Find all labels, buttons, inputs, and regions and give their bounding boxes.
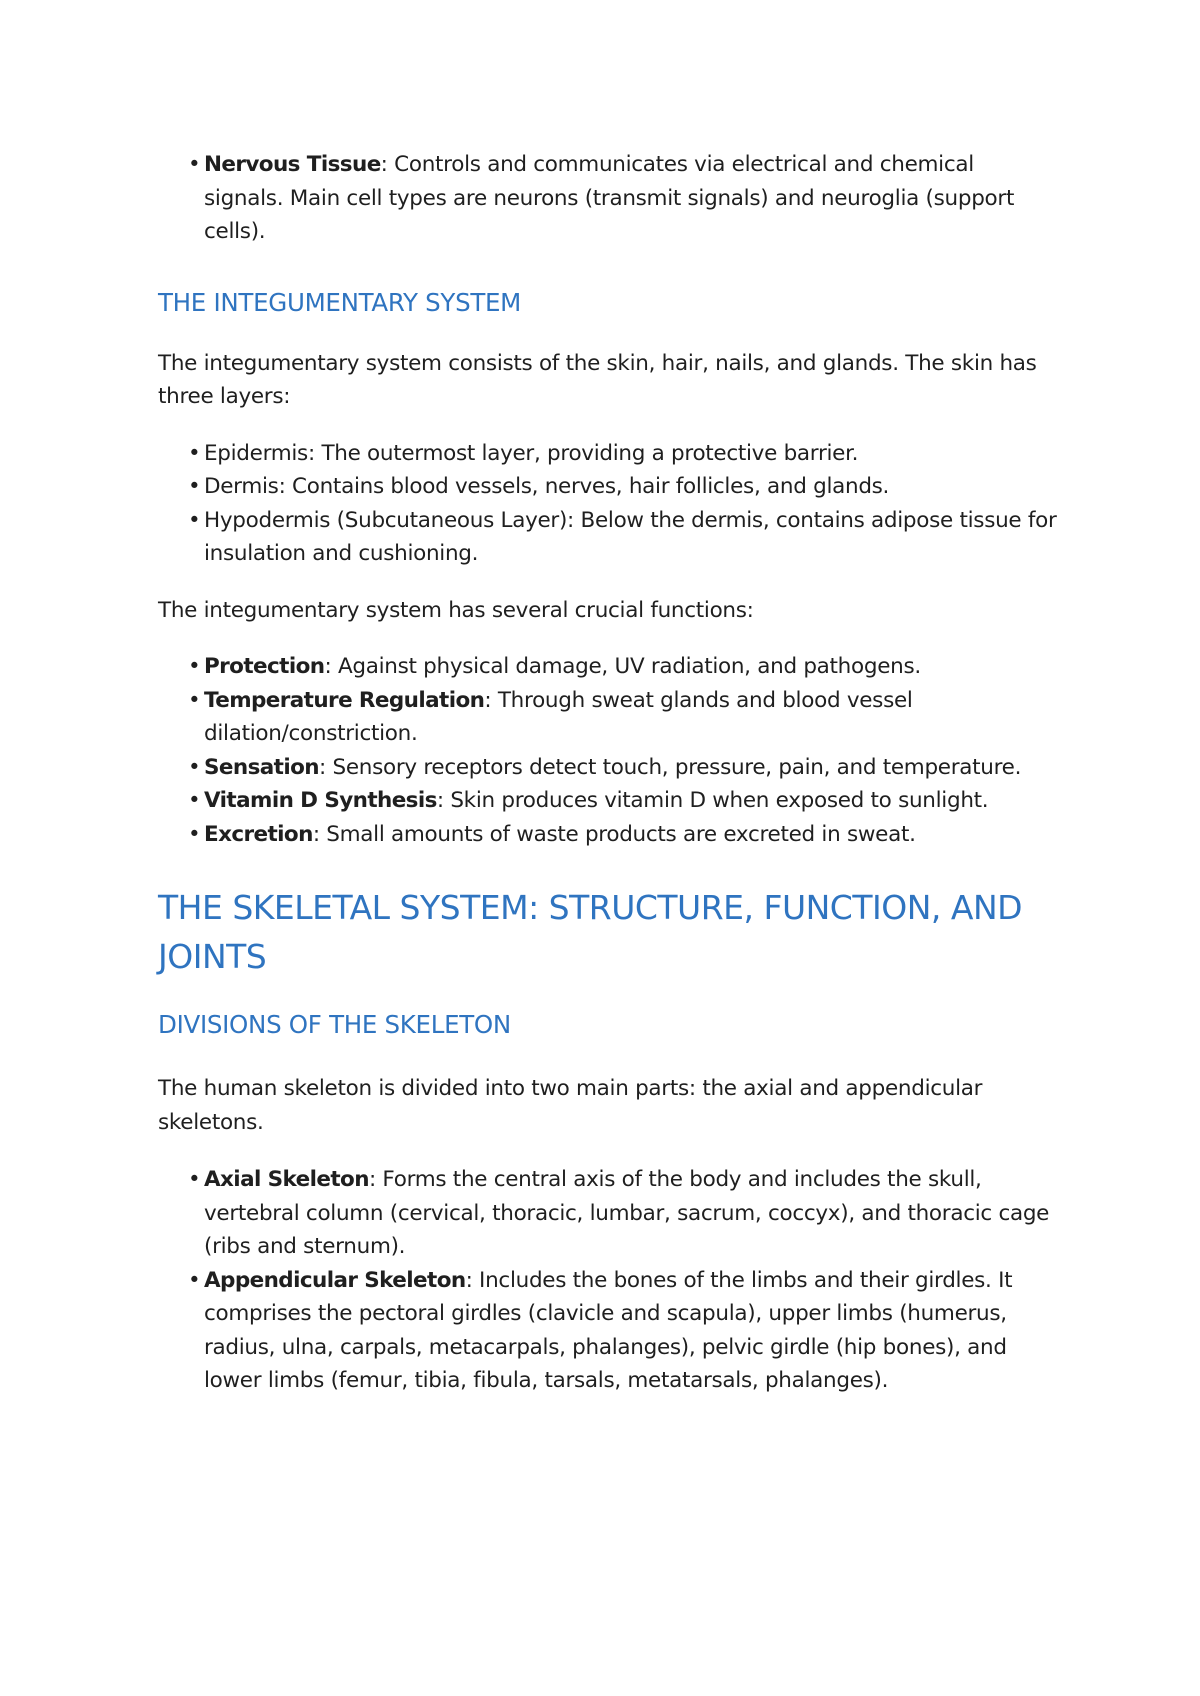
list-item-text: : Includes the bones of the limbs and their girdles. It comprises the pectoral girdles (clavicle and scapula), upper limbs (humerus, radius, ulna, carpals, metacarpals, phalanges), pelvic girdle (hip bones), and lower limbs (femur, tibia, fibula, tarsals, metatarsals, phalanges). [204, 1267, 1013, 1393]
skeleton-parts-list [158, 1163, 1058, 1398]
list-item-term: Nervous Tissue [204, 152, 381, 177]
functions-list [158, 650, 1058, 851]
list-item-term: Temperature Regulation [204, 687, 485, 713]
divisions-heading: DIVISIONS OF THE SKELETON [158, 1010, 511, 1039]
list-item-term: Excretion [204, 821, 313, 847]
list-item [204, 784, 1058, 818]
list-item-text: : Sensory receptors detect touch, pressure, pain, and temperature. [319, 754, 1022, 780]
list-item [204, 684, 1058, 751]
list-item-text: : Small amounts of waste products are excreted in sweat. [312, 821, 916, 847]
tissue-list [158, 148, 1058, 249]
skeleton-intro: The human skeleton is divided into two main parts: the axial and appendicular skeletons. [158, 1076, 983, 1135]
list-item-term: Vitamin D Synthesis [204, 788, 437, 813]
list-item [204, 751, 1058, 785]
list-item [204, 650, 1058, 684]
integumentary-intro: The integumentary system consists of the skin, hair, nails, and glands. The skin has three layers: [158, 350, 1037, 409]
list-item-text: : Through sweat glands and blood vessel dilation/constriction. [204, 687, 913, 746]
integumentary-heading: THE INTEGUMENTARY SYSTEM [158, 287, 522, 317]
list-item-text: : Against physical damage, UV radiation, and pathogens. [324, 654, 921, 679]
list-item-text: : Controls and communicates via electrical and chemical signals. Main cell types are neurons (transmit signals) and neuroglia (support cells). [204, 152, 1015, 244]
skin-layers-list [158, 437, 1058, 571]
functions-intro: The integumentary system has several crucial functions: [158, 597, 754, 623]
list-item: • Dermis: Contains blood vessels, nerves, hair follicles, and glands. [204, 470, 1058, 504]
list-item [204, 1163, 1058, 1264]
list-item-term: Axial Skeleton [204, 1167, 369, 1192]
list-item-text: : Forms the central axis of the body and includes the skull, vertebral column (cervical, thoracic, lumbar, sacrum, coccyx), and thoracic cage (ribs and sternum). [204, 1167, 1050, 1259]
list-item-term: Protection [204, 654, 325, 679]
list-item [204, 818, 1058, 852]
list-item: • Epidermis: The outermost layer, providing a protective barrier. [204, 437, 1058, 471]
list-item-term: Appendicular Skeleton [204, 1267, 466, 1293]
page-content [158, 148, 1058, 1398]
list-item [204, 148, 1058, 249]
list-item-text: : Skin produces vitamin D when exposed to sunlight. [436, 788, 989, 813]
list-item [204, 1264, 1058, 1398]
skeletal-title: THE SKELETAL SYSTEM: STRUCTURE, FUNCTION, AND JOINTS [158, 888, 1023, 976]
list-item: • Hypodermis (Subcutaneous Layer): Below the dermis, contains adipose tissue for insulation and cushioning. [204, 504, 1058, 571]
list-item-term: Sensation [204, 754, 320, 780]
